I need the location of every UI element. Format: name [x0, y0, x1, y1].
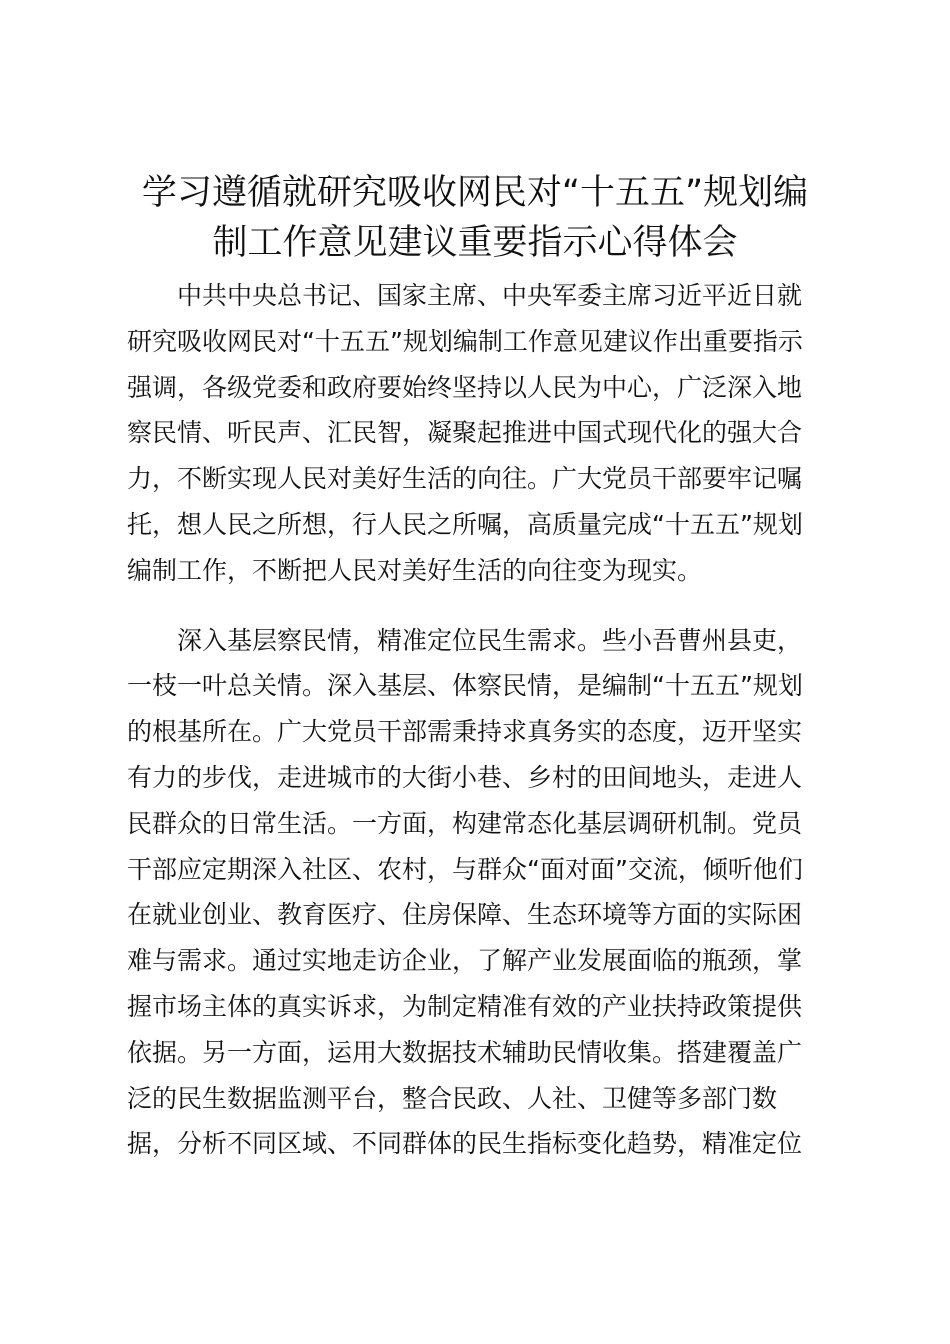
title-line-1: 学习遵循就研究吸收网民对“十五五”规划编: [141, 173, 809, 213]
paragraph-line: 一枝一叶总关情。深入基层、体察民情，是编制“十五五”规划: [127, 671, 803, 701]
paragraph-line: 的根基所在。广大党员干部需秉持求真务实的态度，迈开坚实: [127, 717, 803, 747]
paragraph-line: 在就业创业、教育医疗、住房保障、生态环境等方面的实际困: [127, 900, 803, 930]
paragraph-line: 力，不断实现人民对美好生活的向往。广大党员干部要牢记嘱: [127, 464, 803, 494]
paragraph-spacer: [127, 594, 821, 618]
paragraph-line: 干部应定期深入社区、农村，与群众“面对面”交流，倾听他们: [127, 854, 803, 884]
paragraph-line: 依据。另一方面，运用大数据技术辅助民情收集。搭建覆盖广: [127, 1037, 803, 1067]
paragraph-line: 据，分析不同区域、不同群体的民生指标变化趋势，精准定位: [127, 1129, 803, 1159]
paragraph-2: [127, 618, 821, 1168]
paragraph-line: 察民情、听民声、汇民智，凝聚起推进中国式现代化的强大合: [127, 418, 803, 448]
paragraph-line: 中共中央总书记、国家主席、中央军委主席习近平近日就: [177, 281, 803, 310]
paragraph-line: 握市场主体的真实诉求，为制定精准有效的产业扶持政策提供: [127, 991, 803, 1021]
paragraph-line: 强调，各级党委和政府要始终坚持以人民为中心，广泛深入地: [127, 372, 803, 402]
paragraph-line: 托，想人民之所想，行人民之所嘱，高质量完成“十五五”规划: [127, 509, 803, 539]
paragraph-line: 编制工作，不断把人民对美好生活的向往变为现实。: [127, 555, 703, 585]
title-line-2: 制工作意见建议重要指示心得体会: [212, 223, 738, 263]
paragraph-line: 难与需求。通过实地走访企业，了解产业发展面临的瓶颈，掌: [127, 946, 803, 976]
paragraph-line: 研究吸收网民对“十五五”规划编制工作意见建议作出重要指示: [127, 326, 803, 356]
paragraph-line: 泛的民生数据监测平台，整合民政、人社、卫健等多部门数: [127, 1083, 778, 1113]
paragraph-line: 民群众的日常生活。一方面，构建常态化基层调研机制。党员: [127, 808, 803, 838]
paragraph-1: [127, 273, 821, 594]
document-body: [127, 273, 821, 1167]
paragraph-line: 有力的步伐，走进城市的大街小巷、乡村的田间地头，走进人: [127, 762, 803, 792]
paragraph-line: 深入基层察民情，精准定位民生需求。些小吾曹州县吏，: [177, 625, 803, 655]
document-title: [110, 168, 840, 268]
